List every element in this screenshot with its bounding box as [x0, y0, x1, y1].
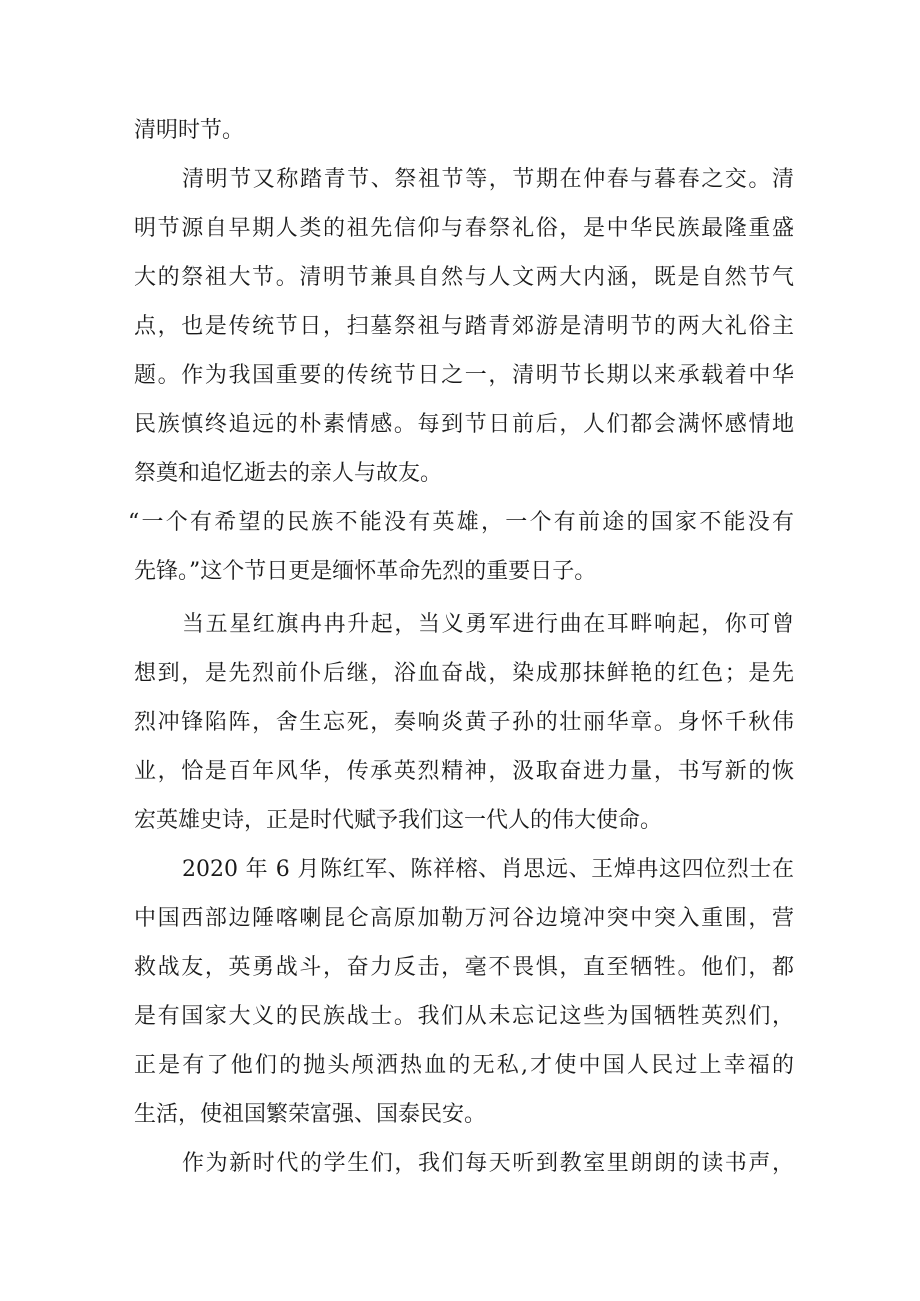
text-line: 作为新时代的学生们，我们每天听到教室里朗朗的读书声， — [182, 1151, 794, 1176]
text-line: 宏英雄史诗，正是时代赋予我们这一代人的伟大使命。 — [134, 808, 663, 833]
text-line: 生活，使祖国繁荣富强、国泰民安。 — [134, 1102, 487, 1127]
text-line: 清明时节。 — [134, 118, 245, 143]
text-line: 烈冲锋陷阵，舍生忘死，奏响炎黄子孙的壮丽华章。身怀千秋伟 — [134, 710, 794, 735]
text-line: 是有国家大义的民族战士。我们从未忘记这些为国牺牲英烈们， — [134, 1004, 794, 1029]
text-line: 2020 年 6 月陈红军、陈祥榕、肖思远、王焯冉这四位烈士在 — [182, 857, 794, 882]
text-line: 明节源自早期人类的祖先信仰与春祭礼俗，是中华民族最隆重盛 — [134, 216, 794, 241]
text-line: 大的祭祖大节。清明节兼具自然与人文两大内涵，既是自然节气 — [134, 265, 794, 290]
text-line: 想到，是先烈前仆后继，浴血奋战，染成那抹鲜艳的红色；是先 — [134, 661, 794, 686]
text-line: 题。作为我国重要的传统节日之一，清明节长期以来承载着中华 — [134, 363, 794, 388]
text-line: 清明节又称踏青节、祭祖节等，节期在仲春与暮春之交。清 — [182, 167, 794, 192]
text-line: “一个有希望的民族不能没有英雄，一个有前途的国家不能没有 — [128, 510, 794, 535]
text-line: 救战友，英勇战斗，奋力反击，毫不畏惧，直至牺牲。他们，都 — [134, 955, 794, 980]
text-line: 民族慎终追远的朴素情感。每到节日前后，人们都会满怀感情地 — [134, 412, 794, 437]
text-line: 中国西部边陲喀喇昆仑高原加勒万河谷边境冲突中突入重围，营 — [134, 906, 794, 931]
text-line: 点，也是传统节日，扫墓祭祖与踏青郊游是清明节的两大礼俗主 — [134, 314, 794, 339]
text-line: 正是有了他们的抛头颅洒热血的无私,才使中国人民过上幸福的 — [134, 1053, 794, 1078]
text-line: 业，恰是百年风华，传承英烈精神，汲取奋进力量，书写新的恢 — [134, 759, 794, 784]
text-line: 当五星红旗冉冉升起，当义勇军进行曲在耳畔响起，你可曾 — [182, 612, 794, 637]
text-line: 先锋。”这个节日更是缅怀革命先烈的重要日子。 — [134, 559, 597, 584]
text-line: 祭奠和追忆逝去的亲人与故友。 — [134, 461, 443, 486]
